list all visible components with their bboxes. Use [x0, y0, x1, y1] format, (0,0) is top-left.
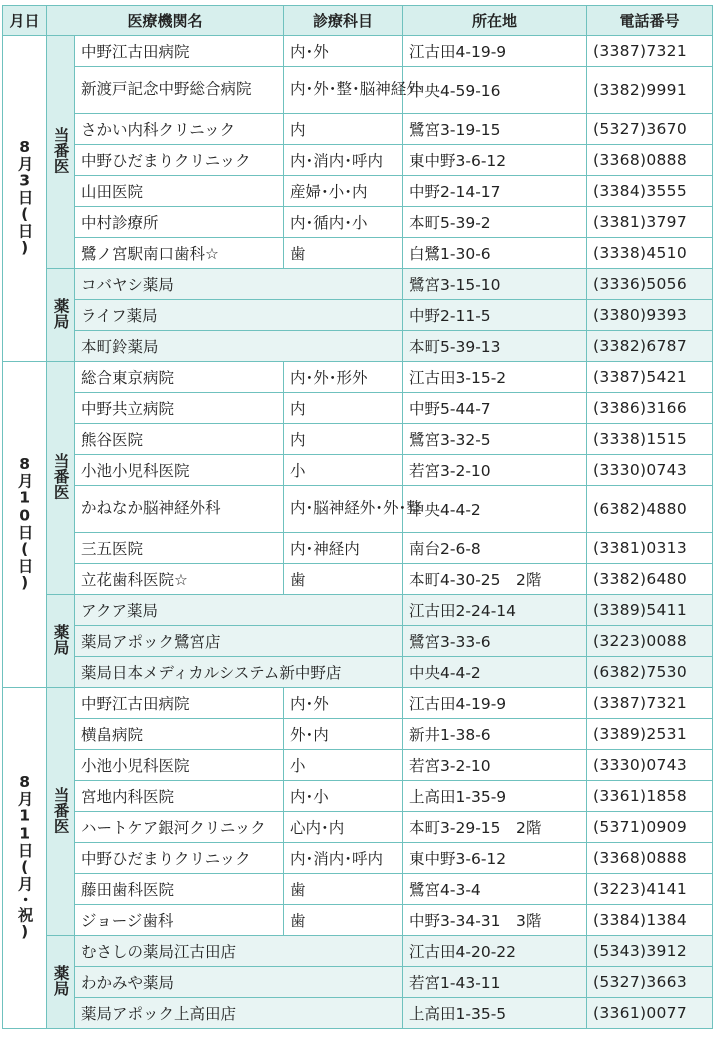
- facility-name: 横畠病院: [75, 719, 284, 750]
- phone-number: (3382)6480: [587, 564, 713, 595]
- address: 中野5-44-7: [403, 393, 587, 424]
- facility-name: ハートケア銀河クリニック: [75, 812, 284, 843]
- department: 歯: [284, 564, 403, 595]
- duty-role-cell: [47, 688, 75, 936]
- department: 内: [284, 393, 403, 424]
- facility-name: ジョージ歯科: [75, 905, 284, 936]
- phone-number: (5343)3912: [587, 936, 713, 967]
- phone-number: (3223)0088: [587, 626, 713, 657]
- phone-number: (3381)0313: [587, 533, 713, 564]
- phone-number: (3368)0888: [587, 843, 713, 874]
- department: 内･脳神経外･外･整: [284, 486, 403, 533]
- department: 小: [284, 455, 403, 486]
- department: 内･外: [284, 688, 403, 719]
- facility-name: 鷺ノ宮駅南口歯科☆: [75, 238, 284, 269]
- header-addr: 所在地: [403, 6, 587, 36]
- duty-row: [3, 424, 713, 455]
- facility-name: 宮地内科医院: [75, 781, 284, 812]
- duty-row: [3, 719, 713, 750]
- pharmacy-row: [3, 300, 713, 331]
- phone-number: (5327)3670: [587, 114, 713, 145]
- pharmacy-name: 本町鈴薬局: [75, 331, 403, 362]
- date-label: 8月11日(月･祝): [15, 772, 34, 941]
- phone-number: (6382)4880: [587, 486, 713, 533]
- phone-number: (3338)1515: [587, 424, 713, 455]
- phone-number: (3338)4510: [587, 238, 713, 269]
- duty-row: [3, 533, 713, 564]
- pharmacy-role-cell: [47, 269, 75, 362]
- department: 内･循内･小: [284, 207, 403, 238]
- address: 若宮3-2-10: [403, 750, 587, 781]
- duty-row: [3, 874, 713, 905]
- date-cell: [3, 362, 47, 688]
- pharmacy-name: わかみや薬局: [75, 967, 403, 998]
- header-dept: 診療科目: [284, 6, 403, 36]
- phone-number: (3384)1384: [587, 905, 713, 936]
- department: 内･神経内: [284, 533, 403, 564]
- address: 鷺宮3-32-5: [403, 424, 587, 455]
- phone-number: (5371)0909: [587, 812, 713, 843]
- pharmacy-role-label: 薬局: [51, 623, 70, 655]
- header-name: 医療機関名: [47, 6, 284, 36]
- header-row: [3, 6, 713, 36]
- phone-number: (3384)3555: [587, 176, 713, 207]
- department: 歯: [284, 905, 403, 936]
- duty-row: [3, 67, 713, 114]
- pharmacy-row: [3, 626, 713, 657]
- address: 鷺宮3-15-10: [403, 269, 587, 300]
- facility-name: 総合東京病院: [75, 362, 284, 393]
- address: 江古田4-19-9: [403, 36, 587, 67]
- address: 江古田4-20-22: [403, 936, 587, 967]
- address: 中央4-59-16: [403, 67, 587, 114]
- department: 内･外･形外: [284, 362, 403, 393]
- phone-number: (3336)5056: [587, 269, 713, 300]
- duty-role-label: 当番医: [51, 127, 70, 174]
- address: 中野3-34-31 3階: [403, 905, 587, 936]
- date-cell: [3, 36, 47, 362]
- date-label: 8月10日(日): [15, 454, 34, 592]
- department: 歯: [284, 874, 403, 905]
- pharmacy-role-cell: [47, 595, 75, 688]
- duty-row: [3, 362, 713, 393]
- facility-name: 中野ひだまりクリニック: [75, 145, 284, 176]
- phone-number: (3381)3797: [587, 207, 713, 238]
- department: 小: [284, 750, 403, 781]
- department: 心内･内: [284, 812, 403, 843]
- pharmacy-role-label: 薬局: [51, 964, 70, 996]
- address: 江古田4-19-9: [403, 688, 587, 719]
- address: 本町5-39-13: [403, 331, 587, 362]
- duty-role-cell: [47, 36, 75, 269]
- phone-number: (3387)7321: [587, 688, 713, 719]
- facility-name: 山田医院: [75, 176, 284, 207]
- address: 上高田1-35-5: [403, 998, 587, 1029]
- address: 鷺宮3-33-6: [403, 626, 587, 657]
- header-date: 月日: [3, 6, 47, 36]
- duty-row: [3, 455, 713, 486]
- facility-name: 中野共立病院: [75, 393, 284, 424]
- duty-row: [3, 486, 713, 533]
- phone-number: (3361)1858: [587, 781, 713, 812]
- duty-role-label: 当番医: [51, 453, 70, 500]
- address: 白鷺1-30-6: [403, 238, 587, 269]
- phone-number: (3387)5421: [587, 362, 713, 393]
- department: 内･外･整･脳神経外: [284, 67, 403, 114]
- duty-row: [3, 564, 713, 595]
- roster-body: [3, 36, 713, 1029]
- address: 東中野3-6-12: [403, 145, 587, 176]
- pharmacy-name: むさしの薬局江古田店: [75, 936, 403, 967]
- duty-roster-table: [2, 5, 713, 1029]
- facility-name: 中村診療所: [75, 207, 284, 238]
- duty-row: [3, 393, 713, 424]
- phone-number: (3368)0888: [587, 145, 713, 176]
- duty-role-label: 当番医: [51, 786, 70, 834]
- duty-row: [3, 114, 713, 145]
- address: 中野2-14-17: [403, 176, 587, 207]
- address: 中野2-11-5: [403, 300, 587, 331]
- phone-number: (3389)5411: [587, 595, 713, 626]
- pharmacy-row: [3, 998, 713, 1029]
- phone-number: (5327)3663: [587, 967, 713, 998]
- pharmacy-name: 薬局アポック上高田店: [75, 998, 403, 1029]
- address: 江古田2-24-14: [403, 595, 587, 626]
- pharmacy-row: [3, 967, 713, 998]
- facility-name: 新渡戸記念中野総合病院: [75, 67, 284, 114]
- phone-number: (3382)9991: [587, 67, 713, 114]
- duty-row: [3, 145, 713, 176]
- duty-row: [3, 238, 713, 269]
- duty-row: [3, 905, 713, 936]
- phone-number: (3386)3166: [587, 393, 713, 424]
- department: 産婦･小･内: [284, 176, 403, 207]
- facility-name: 中野江古田病院: [75, 36, 284, 67]
- duty-row: [3, 781, 713, 812]
- duty-row: [3, 688, 713, 719]
- phone-number: (3382)6787: [587, 331, 713, 362]
- pharmacy-role-cell: [47, 936, 75, 1029]
- phone-number: (6382)7530: [587, 657, 713, 688]
- department: 歯: [284, 238, 403, 269]
- date-cell: [3, 688, 47, 1029]
- header-phone: 電話番号: [587, 6, 713, 36]
- address: 中央4-4-2: [403, 657, 587, 688]
- facility-name: さかい内科クリニック: [75, 114, 284, 145]
- pharmacy-name: アクア薬局: [75, 595, 403, 626]
- facility-name: 小池小児科医院: [75, 750, 284, 781]
- duty-row: [3, 207, 713, 238]
- department: 内: [284, 114, 403, 145]
- facility-name: 中野ひだまりクリニック: [75, 843, 284, 874]
- phone-number: (3380)9393: [587, 300, 713, 331]
- phone-number: (3330)0743: [587, 455, 713, 486]
- facility-name: 熊谷医院: [75, 424, 284, 455]
- duty-row: [3, 843, 713, 874]
- address: 新井1-38-6: [403, 719, 587, 750]
- duty-row: [3, 36, 713, 67]
- pharmacy-row: [3, 595, 713, 626]
- duty-row: [3, 750, 713, 781]
- facility-name: 三五医院: [75, 533, 284, 564]
- duty-row: [3, 812, 713, 843]
- address: 若宮1-43-11: [403, 967, 587, 998]
- pharmacy-row: [3, 657, 713, 688]
- department: 内･消内･呼内: [284, 145, 403, 176]
- address: 江古田3-15-2: [403, 362, 587, 393]
- address: 上高田1-35-9: [403, 781, 587, 812]
- pharmacy-row: [3, 331, 713, 362]
- pharmacy-row: [3, 269, 713, 300]
- duty-row: [3, 176, 713, 207]
- pharmacy-name: 薬局アポック鷺宮店: [75, 626, 403, 657]
- pharmacy-role-label: 薬局: [51, 297, 70, 329]
- address: 中央4-4-2: [403, 486, 587, 533]
- phone-number: (3387)7321: [587, 36, 713, 67]
- duty-role-cell: [47, 362, 75, 595]
- address: 本町5-39-2: [403, 207, 587, 238]
- pharmacy-name: コバヤシ薬局: [75, 269, 403, 300]
- phone-number: (3361)0077: [587, 998, 713, 1029]
- facility-name: 立花歯科医院☆: [75, 564, 284, 595]
- address: 鷺宮4-3-4: [403, 874, 587, 905]
- phone-number: (3330)0743: [587, 750, 713, 781]
- department: 内･消内･呼内: [284, 843, 403, 874]
- department: 外･内: [284, 719, 403, 750]
- pharmacy-row: [3, 936, 713, 967]
- facility-name: 中野江古田病院: [75, 688, 284, 719]
- department: 内･小: [284, 781, 403, 812]
- date-label: 8月3日(日): [15, 137, 34, 257]
- department: 内: [284, 424, 403, 455]
- department: 内･外: [284, 36, 403, 67]
- pharmacy-name: ライフ薬局: [75, 300, 403, 331]
- address: 南台2-6-8: [403, 533, 587, 564]
- address: 若宮3-2-10: [403, 455, 587, 486]
- facility-name: 藤田歯科医院: [75, 874, 284, 905]
- address: 本町3-29-15 2階: [403, 812, 587, 843]
- facility-name: 小池小児科医院: [75, 455, 284, 486]
- phone-number: (3389)2531: [587, 719, 713, 750]
- address: 鷺宮3-19-15: [403, 114, 587, 145]
- address: 東中野3-6-12: [403, 843, 587, 874]
- facility-name: かねなか脳神経外科: [75, 486, 284, 533]
- address: 本町4-30-25 2階: [403, 564, 587, 595]
- phone-number: (3223)4141: [587, 874, 713, 905]
- pharmacy-name: 薬局日本メディカルシステム新中野店: [75, 657, 403, 688]
